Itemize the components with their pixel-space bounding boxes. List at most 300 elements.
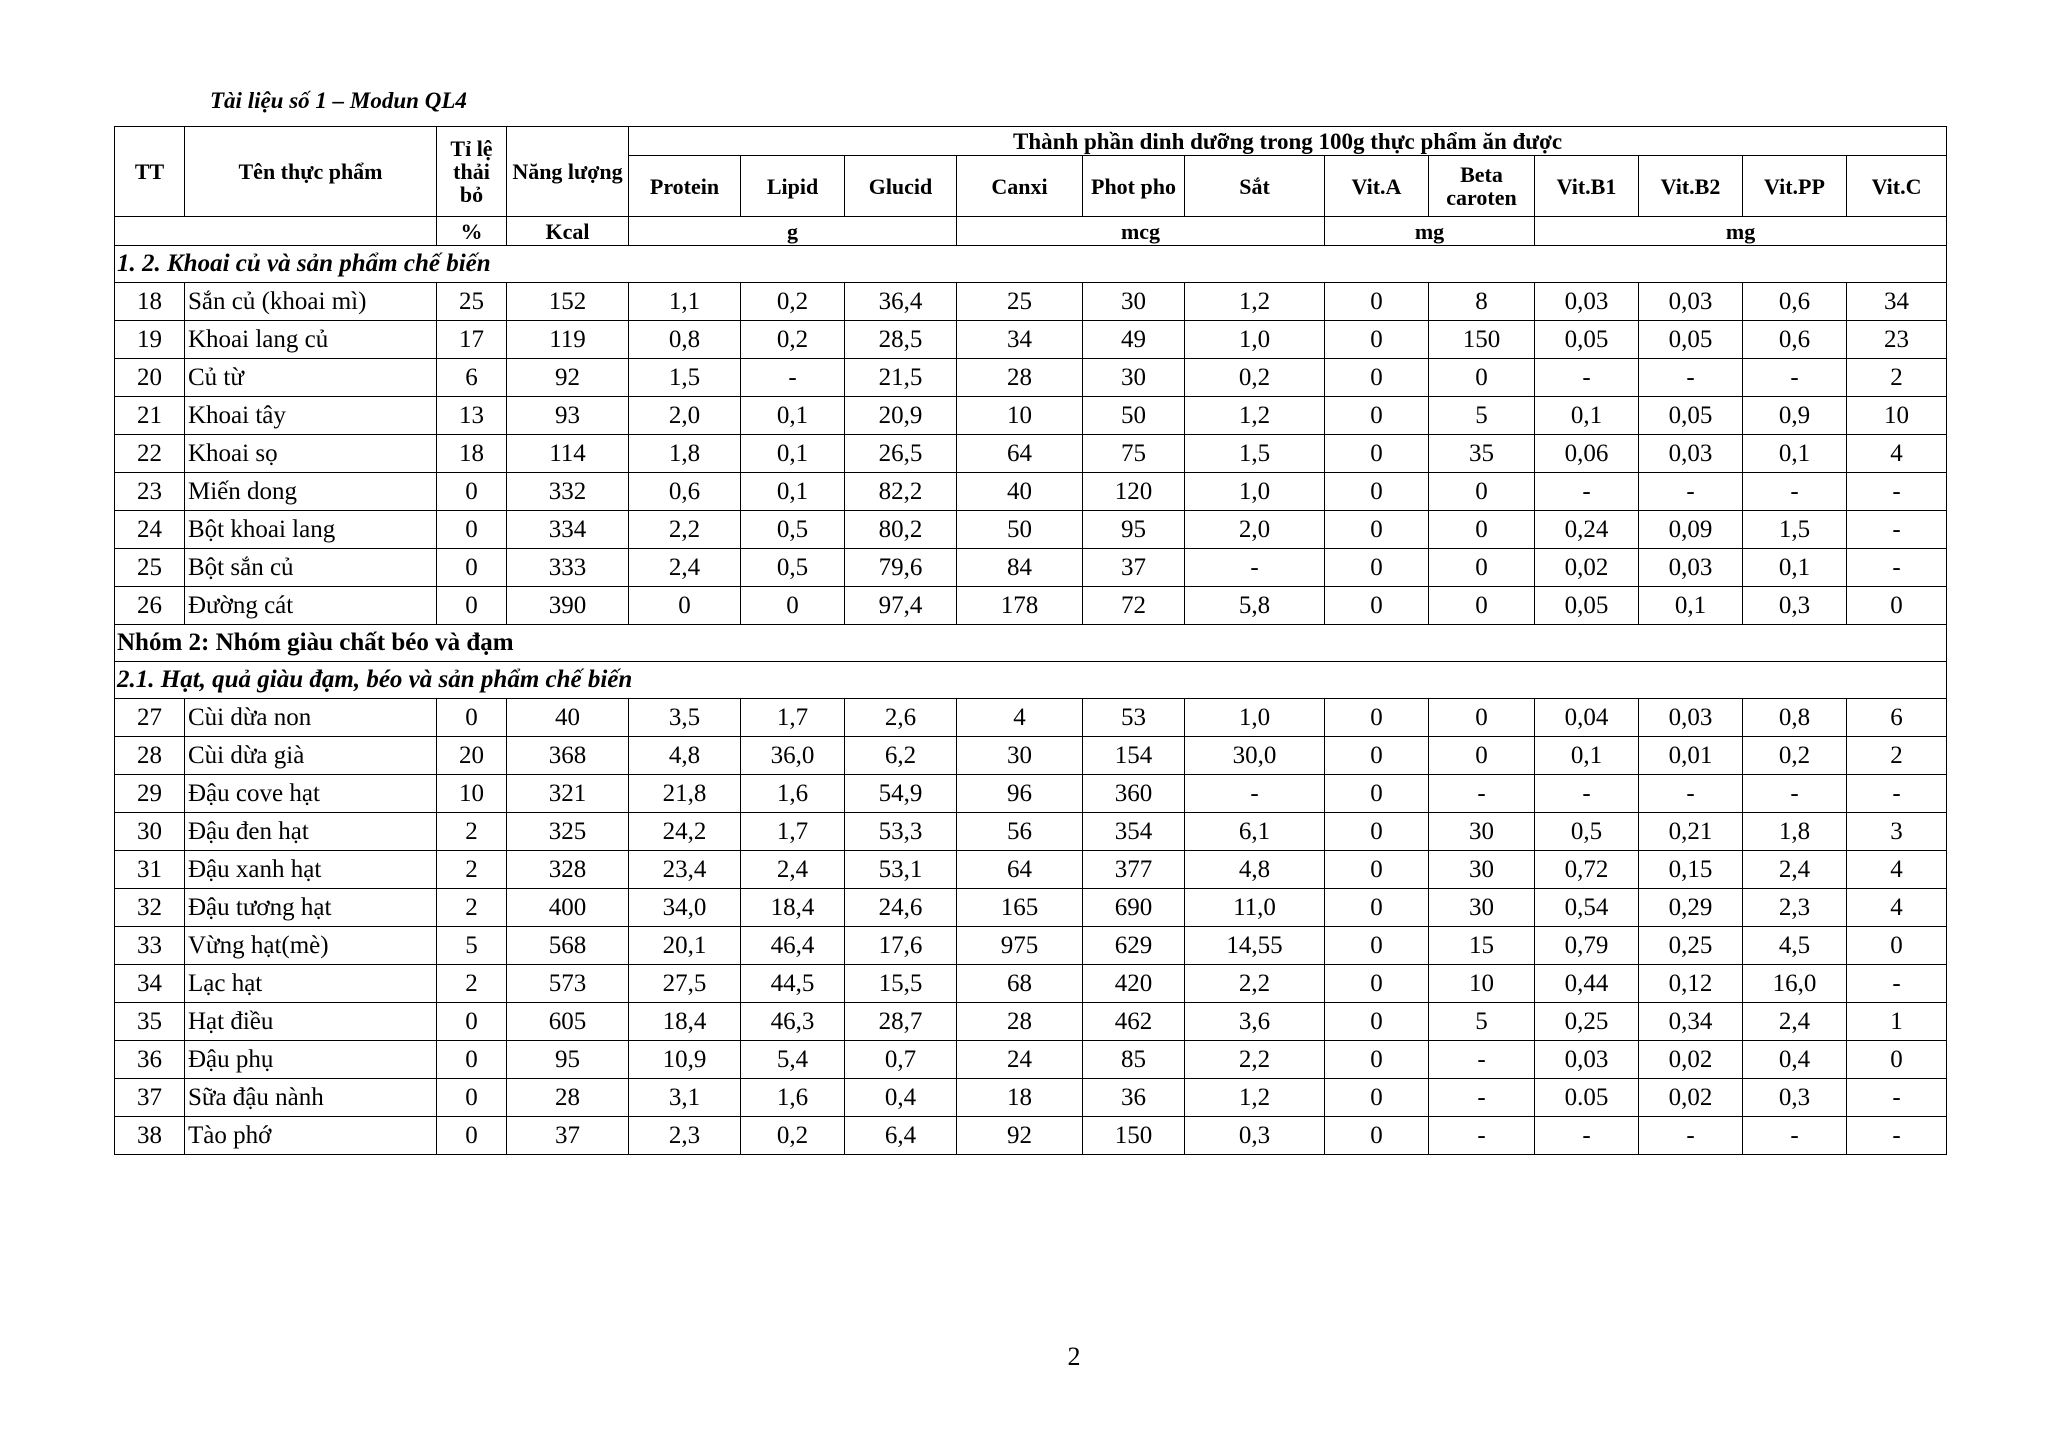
cell-protein: 2,4 <box>629 549 741 587</box>
cell-waste: 0 <box>437 473 507 511</box>
cell-phosphorus: 75 <box>1083 435 1185 473</box>
cell-energy: 40 <box>507 699 629 737</box>
cell-waste: 18 <box>437 435 507 473</box>
cell-beta-carotene: 5 <box>1429 1003 1535 1041</box>
cell-waste: 0 <box>437 1041 507 1079</box>
cell-food-name: Cùi dừa non <box>185 699 437 737</box>
cell-canxi: 50 <box>957 511 1083 549</box>
cell-beta-carotene: - <box>1429 775 1535 813</box>
cell-vit-c: 0 <box>1847 587 1947 625</box>
cell-vit-b1: 0,79 <box>1535 927 1639 965</box>
cell-phosphorus: 95 <box>1083 511 1185 549</box>
cell-vit-b1: 0,03 <box>1535 1041 1639 1079</box>
cell-energy: 93 <box>507 397 629 435</box>
cell-iron: 1,2 <box>1185 397 1325 435</box>
cell-vit-pp: 2,3 <box>1743 889 1847 927</box>
cell-phosphorus: 30 <box>1083 359 1185 397</box>
cell-vit-c: 1 <box>1847 1003 1947 1041</box>
cell-energy: 390 <box>507 587 629 625</box>
cell-food-name: Vừng hạt(mè) <box>185 927 437 965</box>
header-waste: Tỉ lệ thải bỏ <box>437 127 507 217</box>
header-vit-b1: Vit.B1 <box>1535 156 1639 217</box>
cell-canxi: 84 <box>957 549 1083 587</box>
table-row <box>115 435 1947 473</box>
cell-iron: 6,1 <box>1185 813 1325 851</box>
cell-beta-carotene: 0 <box>1429 359 1535 397</box>
header-vit-b2: Vit.B2 <box>1639 156 1743 217</box>
cell-lipid: 1,6 <box>741 775 845 813</box>
header-beta-carotene: Beta caroten <box>1429 156 1535 217</box>
table-row <box>115 359 1947 397</box>
cell-vit-b2: 0,09 <box>1639 511 1743 549</box>
cell-vit-pp: 0,6 <box>1743 283 1847 321</box>
cell-iron: 1,2 <box>1185 283 1325 321</box>
cell-iron: 1,5 <box>1185 435 1325 473</box>
cell-protein: 1,5 <box>629 359 741 397</box>
cell-vit-pp: - <box>1743 473 1847 511</box>
header-energy: Năng lượng <box>507 127 629 217</box>
cell-glucid: 97,4 <box>845 587 957 625</box>
cell-protein: 10,9 <box>629 1041 741 1079</box>
cell-phosphorus: 690 <box>1083 889 1185 927</box>
cell-waste: 10 <box>437 775 507 813</box>
cell-tt: 27 <box>115 699 185 737</box>
cell-glucid: 0,7 <box>845 1041 957 1079</box>
cell-protein: 2,0 <box>629 397 741 435</box>
table-row <box>115 1079 1947 1117</box>
cell-waste: 25 <box>437 283 507 321</box>
cell-iron: 1,0 <box>1185 699 1325 737</box>
section-title: Nhóm 2: Nhóm giàu chất béo và đạm <box>115 625 1947 662</box>
cell-beta-carotene: 0 <box>1429 737 1535 775</box>
cell-tt: 24 <box>115 511 185 549</box>
cell-beta-carotene: - <box>1429 1079 1535 1117</box>
cell-vit-pp: - <box>1743 1117 1847 1155</box>
section-title: 2.1. Hạt, quả giàu đạm, béo và sản phẩm chế biến <box>115 662 1947 699</box>
cell-tt: 23 <box>115 473 185 511</box>
cell-food-name: Đậu đen hạt <box>185 813 437 851</box>
cell-beta-carotene: 30 <box>1429 889 1535 927</box>
cell-glucid: 53,1 <box>845 851 957 889</box>
cell-protein: 34,0 <box>629 889 741 927</box>
unit-row <box>115 217 1947 246</box>
cell-energy: 152 <box>507 283 629 321</box>
cell-phosphorus: 377 <box>1083 851 1185 889</box>
cell-iron: 2,2 <box>1185 965 1325 1003</box>
cell-waste: 0 <box>437 699 507 737</box>
cell-phosphorus: 36 <box>1083 1079 1185 1117</box>
cell-vit-a: 0 <box>1325 435 1429 473</box>
table-row <box>115 283 1947 321</box>
cell-lipid: 0,1 <box>741 435 845 473</box>
cell-beta-carotene: 150 <box>1429 321 1535 359</box>
cell-canxi: 64 <box>957 851 1083 889</box>
cell-waste: 0 <box>437 587 507 625</box>
cell-vit-b2: 0,03 <box>1639 699 1743 737</box>
section-row <box>115 246 1947 283</box>
cell-vit-a: 0 <box>1325 321 1429 359</box>
cell-tt: 32 <box>115 889 185 927</box>
cell-vit-c: - <box>1847 775 1947 813</box>
table-row <box>115 473 1947 511</box>
cell-vit-b1: 0,5 <box>1535 813 1639 851</box>
cell-vit-c: 6 <box>1847 699 1947 737</box>
cell-lipid: 2,4 <box>741 851 845 889</box>
cell-waste: 2 <box>437 889 507 927</box>
cell-iron: 0,2 <box>1185 359 1325 397</box>
cell-tt: 33 <box>115 927 185 965</box>
cell-waste: 0 <box>437 549 507 587</box>
cell-tt: 30 <box>115 813 185 851</box>
cell-waste: 2 <box>437 965 507 1003</box>
table-row <box>115 397 1947 435</box>
cell-phosphorus: 354 <box>1083 813 1185 851</box>
cell-vit-pp: 0,3 <box>1743 587 1847 625</box>
cell-glucid: 36,4 <box>845 283 957 321</box>
unit-mcg: mcg <box>957 217 1325 246</box>
cell-vit-c: - <box>1847 1079 1947 1117</box>
cell-energy: 321 <box>507 775 629 813</box>
header-row-1 <box>115 127 1947 156</box>
header-vit-a: Vit.A <box>1325 156 1429 217</box>
cell-vit-pp: 0,9 <box>1743 397 1847 435</box>
cell-vit-b1: - <box>1535 775 1639 813</box>
cell-energy: 333 <box>507 549 629 587</box>
cell-vit-b2: 0,15 <box>1639 851 1743 889</box>
cell-canxi: 40 <box>957 473 1083 511</box>
cell-vit-b1: 0,05 <box>1535 587 1639 625</box>
cell-vit-a: 0 <box>1325 813 1429 851</box>
cell-energy: 114 <box>507 435 629 473</box>
cell-glucid: 6,4 <box>845 1117 957 1155</box>
cell-vit-a: 0 <box>1325 549 1429 587</box>
cell-canxi: 178 <box>957 587 1083 625</box>
cell-food-name: Tào phớ <box>185 1117 437 1155</box>
cell-vit-b2: 0,29 <box>1639 889 1743 927</box>
cell-tt: 36 <box>115 1041 185 1079</box>
cell-lipid: 36,0 <box>741 737 845 775</box>
cell-vit-a: 0 <box>1325 775 1429 813</box>
cell-beta-carotene: - <box>1429 1117 1535 1155</box>
cell-beta-carotene: 0 <box>1429 699 1535 737</box>
cell-beta-carotene: 0 <box>1429 587 1535 625</box>
cell-phosphorus: 154 <box>1083 737 1185 775</box>
cell-iron: 2,2 <box>1185 1041 1325 1079</box>
cell-lipid: 1,7 <box>741 813 845 851</box>
table-row <box>115 775 1947 813</box>
cell-energy: 334 <box>507 511 629 549</box>
cell-vit-pp: 16,0 <box>1743 965 1847 1003</box>
cell-waste: 0 <box>437 1003 507 1041</box>
header-nutrient-group: Thành phần dinh dưỡng trong 100g thực phẩm ăn được <box>629 127 1947 156</box>
cell-lipid: 44,5 <box>741 965 845 1003</box>
cell-vit-b2: - <box>1639 1117 1743 1155</box>
cell-vit-pp: 1,8 <box>1743 813 1847 851</box>
cell-vit-a: 0 <box>1325 473 1429 511</box>
cell-protein: 27,5 <box>629 965 741 1003</box>
cell-lipid: 0,1 <box>741 397 845 435</box>
cell-vit-pp: 2,4 <box>1743 1003 1847 1041</box>
cell-vit-a: 0 <box>1325 889 1429 927</box>
table-row <box>115 321 1947 359</box>
cell-vit-b1: - <box>1535 1117 1639 1155</box>
cell-glucid: 28,7 <box>845 1003 957 1041</box>
cell-canxi: 24 <box>957 1041 1083 1079</box>
table-row <box>115 965 1947 1003</box>
cell-protein: 3,5 <box>629 699 741 737</box>
cell-vit-b1: - <box>1535 359 1639 397</box>
table-row <box>115 1003 1947 1041</box>
cell-protein: 24,2 <box>629 813 741 851</box>
cell-vit-b1: 0,05 <box>1535 321 1639 359</box>
cell-protein: 1,8 <box>629 435 741 473</box>
cell-vit-b2: 0,01 <box>1639 737 1743 775</box>
cell-vit-c: - <box>1847 1117 1947 1155</box>
cell-iron: 30,0 <box>1185 737 1325 775</box>
cell-phosphorus: 360 <box>1083 775 1185 813</box>
cell-protein: 18,4 <box>629 1003 741 1041</box>
cell-vit-pp: 0,6 <box>1743 321 1847 359</box>
cell-iron: 1,0 <box>1185 473 1325 511</box>
cell-tt: 19 <box>115 321 185 359</box>
cell-vit-pp: 0,3 <box>1743 1079 1847 1117</box>
cell-lipid: 5,4 <box>741 1041 845 1079</box>
cell-canxi: 96 <box>957 775 1083 813</box>
table-row <box>115 1041 1947 1079</box>
cell-vit-pp: 0,4 <box>1743 1041 1847 1079</box>
cell-glucid: 53,3 <box>845 813 957 851</box>
cell-glucid: 28,5 <box>845 321 957 359</box>
cell-canxi: 64 <box>957 435 1083 473</box>
cell-glucid: 17,6 <box>845 927 957 965</box>
cell-beta-carotene: 35 <box>1429 435 1535 473</box>
cell-glucid: 80,2 <box>845 511 957 549</box>
cell-vit-b1: 0,1 <box>1535 737 1639 775</box>
cell-phosphorus: 85 <box>1083 1041 1185 1079</box>
cell-glucid: 0,4 <box>845 1079 957 1117</box>
cell-glucid: 2,6 <box>845 699 957 737</box>
cell-waste: 5 <box>437 927 507 965</box>
header-phosphorus: Phot pho <box>1083 156 1185 217</box>
cell-lipid: - <box>741 359 845 397</box>
cell-vit-b1: 0.05 <box>1535 1079 1639 1117</box>
cell-vit-b2: 0,05 <box>1639 321 1743 359</box>
cell-food-name: Khoai sọ <box>185 435 437 473</box>
cell-tt: 18 <box>115 283 185 321</box>
cell-canxi: 28 <box>957 1003 1083 1041</box>
cell-food-name: Đậu tương hạt <box>185 889 437 927</box>
cell-vit-c: 0 <box>1847 1041 1947 1079</box>
cell-lipid: 18,4 <box>741 889 845 927</box>
cell-vit-pp: 2,4 <box>1743 851 1847 889</box>
cell-energy: 605 <box>507 1003 629 1041</box>
cell-food-name: Bột khoai lang <box>185 511 437 549</box>
cell-protein: 4,8 <box>629 737 741 775</box>
cell-iron: 11,0 <box>1185 889 1325 927</box>
cell-food-name: Đường cát <box>185 587 437 625</box>
cell-phosphorus: 120 <box>1083 473 1185 511</box>
cell-phosphorus: 462 <box>1083 1003 1185 1041</box>
cell-beta-carotene: 30 <box>1429 851 1535 889</box>
header-lipid: Lipid <box>741 156 845 217</box>
table-row <box>115 927 1947 965</box>
cell-lipid: 0,5 <box>741 511 845 549</box>
cell-tt: 37 <box>115 1079 185 1117</box>
cell-food-name: Củ từ <box>185 359 437 397</box>
cell-waste: 0 <box>437 1117 507 1155</box>
cell-glucid: 15,5 <box>845 965 957 1003</box>
cell-vit-a: 0 <box>1325 1041 1429 1079</box>
unit-percent: % <box>437 217 507 246</box>
cell-vit-b2: 0,34 <box>1639 1003 1743 1041</box>
cell-beta-carotene: 10 <box>1429 965 1535 1003</box>
cell-iron: 0,3 <box>1185 1117 1325 1155</box>
cell-vit-c: 3 <box>1847 813 1947 851</box>
cell-vit-pp: - <box>1743 775 1847 813</box>
group1-rows <box>115 283 1947 625</box>
cell-tt: 26 <box>115 587 185 625</box>
cell-food-name: Hạt điều <box>185 1003 437 1041</box>
unit-mg-b: mg <box>1535 217 1947 246</box>
cell-beta-carotene: 0 <box>1429 549 1535 587</box>
cell-lipid: 46,3 <box>741 1003 845 1041</box>
cell-iron: 1,0 <box>1185 321 1325 359</box>
unit-g: g <box>629 217 957 246</box>
header-iron: Sắt <box>1185 156 1325 217</box>
section-row <box>115 662 1947 699</box>
cell-energy: 119 <box>507 321 629 359</box>
cell-canxi: 10 <box>957 397 1083 435</box>
cell-vit-b1: 0,02 <box>1535 549 1639 587</box>
cell-energy: 573 <box>507 965 629 1003</box>
cell-vit-b1: 0,04 <box>1535 699 1639 737</box>
cell-vit-b1: 0,54 <box>1535 889 1639 927</box>
cell-vit-c: - <box>1847 549 1947 587</box>
cell-waste: 17 <box>437 321 507 359</box>
nutrition-table <box>114 126 1947 1155</box>
cell-vit-a: 0 <box>1325 359 1429 397</box>
cell-vit-c: 4 <box>1847 889 1947 927</box>
table-row <box>115 549 1947 587</box>
section-row <box>115 625 1947 662</box>
cell-vit-pp: 0,1 <box>1743 549 1847 587</box>
cell-vit-b2: 0,03 <box>1639 549 1743 587</box>
cell-vit-a: 0 <box>1325 1079 1429 1117</box>
header-protein: Protein <box>629 156 741 217</box>
cell-protein: 20,1 <box>629 927 741 965</box>
cell-vit-b2: 0,05 <box>1639 397 1743 435</box>
cell-canxi: 34 <box>957 321 1083 359</box>
cell-canxi: 68 <box>957 965 1083 1003</box>
cell-vit-b1: 0,72 <box>1535 851 1639 889</box>
cell-iron: - <box>1185 549 1325 587</box>
table-row <box>115 813 1947 851</box>
cell-lipid: 0,2 <box>741 1117 845 1155</box>
cell-energy: 568 <box>507 927 629 965</box>
cell-protein: 0,8 <box>629 321 741 359</box>
cell-vit-b2: 0,21 <box>1639 813 1743 851</box>
cell-food-name: Khoai tây <box>185 397 437 435</box>
header-tt: TT <box>115 127 185 217</box>
cell-waste: 0 <box>437 511 507 549</box>
unit-mg-a: mg <box>1325 217 1535 246</box>
cell-vit-b2: 0,02 <box>1639 1041 1743 1079</box>
cell-glucid: 79,6 <box>845 549 957 587</box>
cell-protein: 0 <box>629 587 741 625</box>
page-number: 2 <box>1067 1342 1081 1371</box>
table-row <box>115 511 1947 549</box>
cell-vit-b2: 0,1 <box>1639 587 1743 625</box>
cell-energy: 37 <box>507 1117 629 1155</box>
cell-tt: 25 <box>115 549 185 587</box>
cell-vit-a: 0 <box>1325 1003 1429 1041</box>
cell-food-name: Miến dong <box>185 473 437 511</box>
cell-food-name: Sữa đậu nành <box>185 1079 437 1117</box>
cell-vit-c: 2 <box>1847 737 1947 775</box>
cell-vit-c: 2 <box>1847 359 1947 397</box>
cell-iron: 14,55 <box>1185 927 1325 965</box>
cell-protein: 23,4 <box>629 851 741 889</box>
cell-vit-pp: 0,1 <box>1743 435 1847 473</box>
cell-vit-c: 34 <box>1847 283 1947 321</box>
table-row <box>115 851 1947 889</box>
cell-phosphorus: 37 <box>1083 549 1185 587</box>
cell-vit-a: 0 <box>1325 851 1429 889</box>
cell-lipid: 1,7 <box>741 699 845 737</box>
cell-vit-a: 0 <box>1325 511 1429 549</box>
table-row <box>115 737 1947 775</box>
cell-phosphorus: 50 <box>1083 397 1185 435</box>
cell-vit-pp: 1,5 <box>1743 511 1847 549</box>
cell-glucid: 6,2 <box>845 737 957 775</box>
cell-food-name: Khoai lang củ <box>185 321 437 359</box>
cell-canxi: 92 <box>957 1117 1083 1155</box>
cell-protein: 21,8 <box>629 775 741 813</box>
cell-vit-pp: 4,5 <box>1743 927 1847 965</box>
cell-lipid: 0,5 <box>741 549 845 587</box>
table-row <box>115 1117 1947 1155</box>
cell-vit-a: 0 <box>1325 699 1429 737</box>
cell-beta-carotene: 0 <box>1429 473 1535 511</box>
cell-vit-pp: - <box>1743 359 1847 397</box>
cell-tt: 38 <box>115 1117 185 1155</box>
cell-food-name: Sắn củ (khoai mì) <box>185 283 437 321</box>
cell-glucid: 82,2 <box>845 473 957 511</box>
header-vit-pp: Vit.PP <box>1743 156 1847 217</box>
cell-phosphorus: 72 <box>1083 587 1185 625</box>
cell-protein: 1,1 <box>629 283 741 321</box>
cell-vit-b2: 0,02 <box>1639 1079 1743 1117</box>
cell-beta-carotene: 15 <box>1429 927 1535 965</box>
cell-glucid: 21,5 <box>845 359 957 397</box>
cell-vit-b1: 0,03 <box>1535 283 1639 321</box>
cell-beta-carotene: 0 <box>1429 511 1535 549</box>
cell-vit-b1: 0,1 <box>1535 397 1639 435</box>
cell-protein: 0,6 <box>629 473 741 511</box>
cell-vit-a: 0 <box>1325 587 1429 625</box>
cell-waste: 2 <box>437 813 507 851</box>
cell-vit-b2: 0,12 <box>1639 965 1743 1003</box>
cell-canxi: 30 <box>957 737 1083 775</box>
cell-lipid: 0,1 <box>741 473 845 511</box>
header-canxi: Canxi <box>957 156 1083 217</box>
cell-tt: 34 <box>115 965 185 1003</box>
cell-lipid: 0,2 <box>741 283 845 321</box>
cell-iron: 5,8 <box>1185 587 1325 625</box>
cell-food-name: Đậu cove hạt <box>185 775 437 813</box>
cell-vit-b2: 0,03 <box>1639 283 1743 321</box>
header-glucid: Glucid <box>845 156 957 217</box>
